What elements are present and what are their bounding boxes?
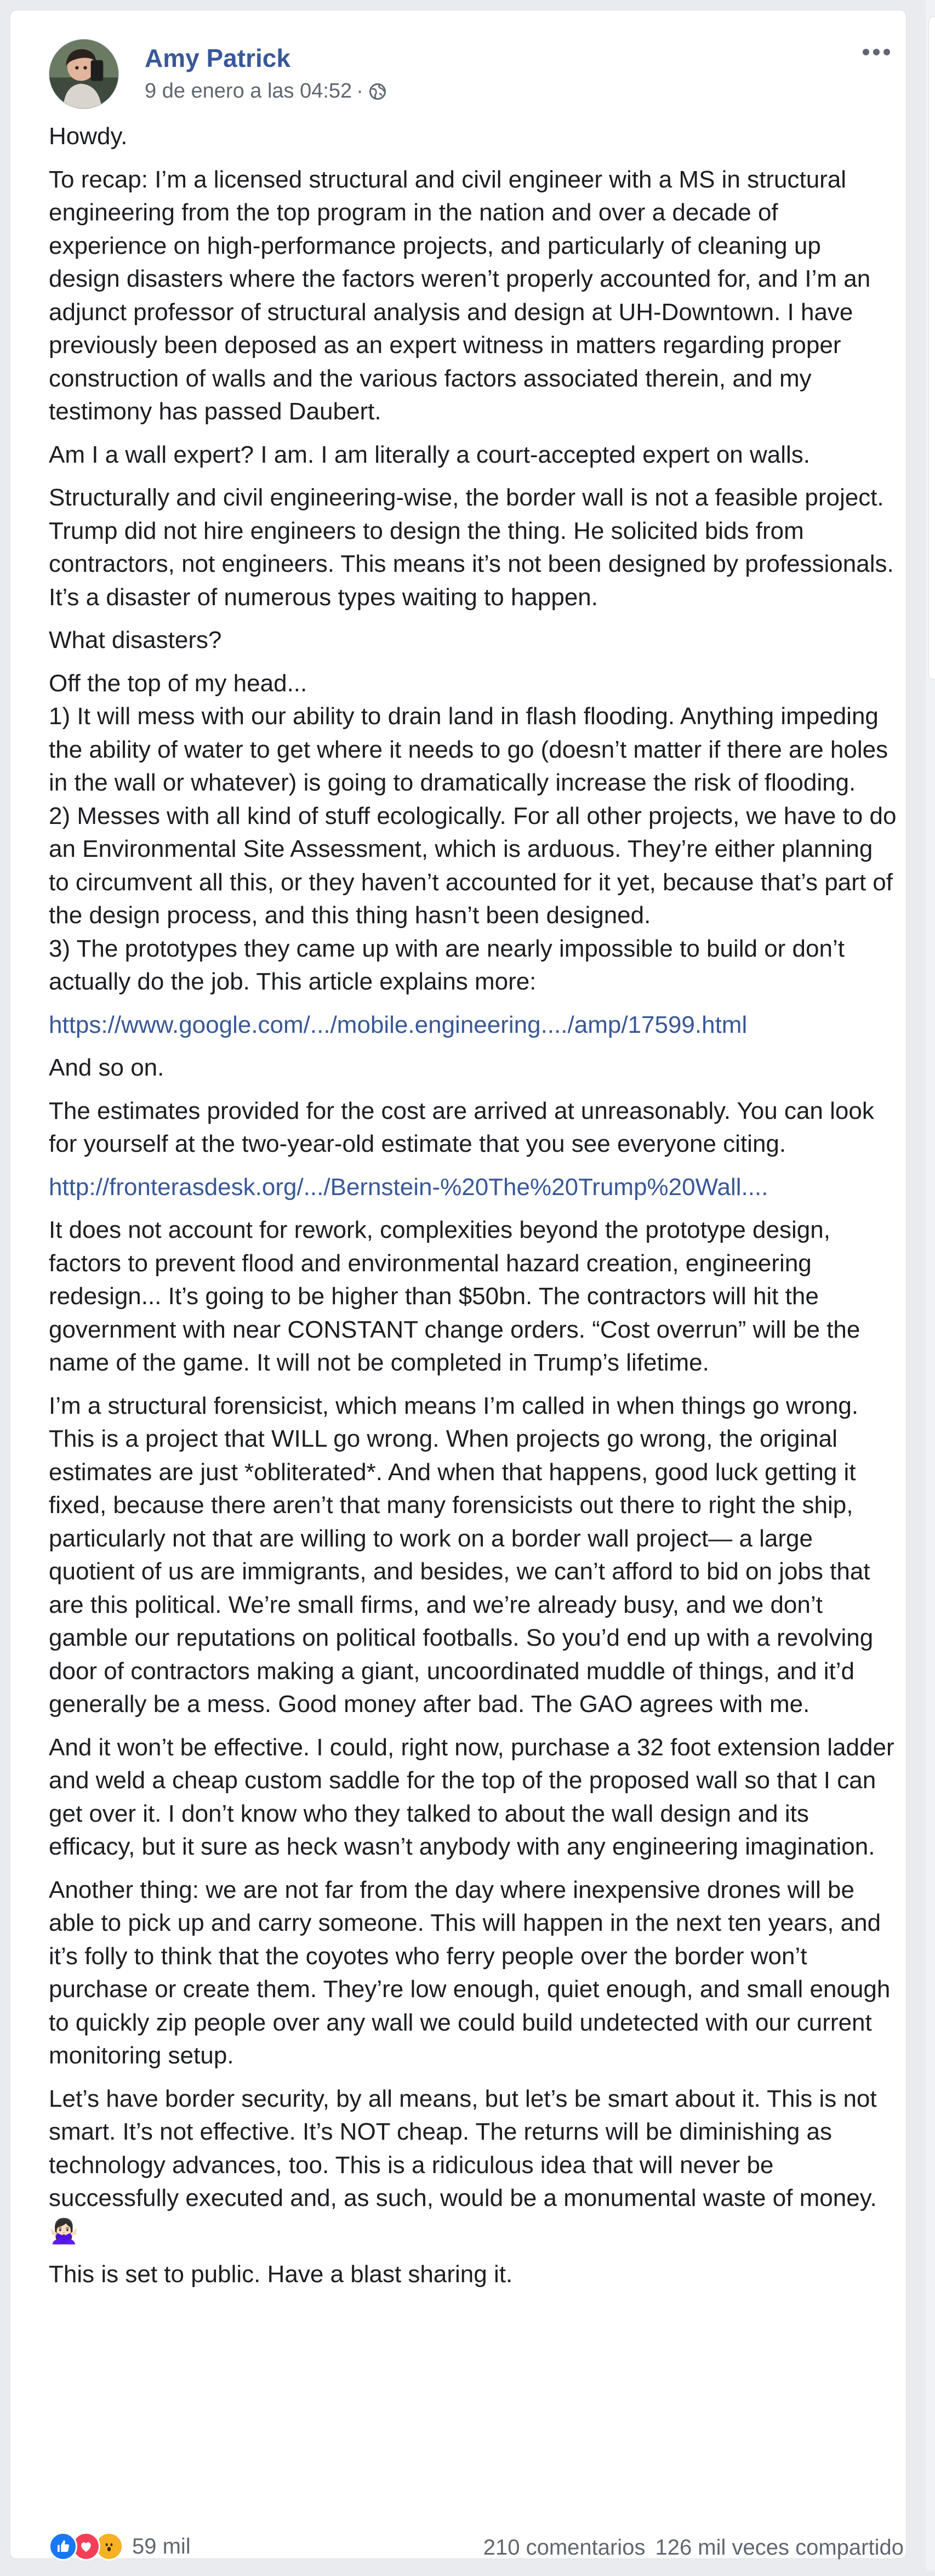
paragraph-drones: Another thing: we are not far from the day where inexpensive drones will be able to pick up and carry someone. This will happen in the next ten years, and it’s folly to think that the coyotes who ferry people over the border won’t purchase or create them. They’re low enough, quiet enough, and small enough to quickly zip people over any wall we could build undetected with our current monitoring setup. [49,1876,891,2069]
paragraph-recap: To recap: I’m a licensed structural and civil engineer with a MS in structural engineering from the top program in the nation and over a decade of experience on high-performance projects, and particularly of cleaning up design disasters where the factors weren’t properly accounted for, and I’m an adjunct professor of structural analysis and design at UH-Downtown. I have previously been deposed as an expert witness in matters regarding proper construction of walls and the various factors associated therein, and my testimony has passed Daubert. [49,166,871,425]
avatar-photo-icon [49,39,118,109]
list-item: 3) The prototypes they came up with are nearly impossible to build or don’t actually do the job. This article explains more: [49,935,845,995]
reaction-count: 59 mil [132,2534,191,2558]
post-footer [49,2532,904,2576]
paragraph-greeting: Howdy. [49,123,128,150]
estimate-link[interactable]: http://fronterasdesk.org/.../Bernstein-%20The%20Trump%20Wall.... [49,1173,768,1201]
article-link[interactable]: https://www.google.com/.../mobile.engineering..../amp/17599.html [49,1011,748,1038]
reactions-summary[interactable] [49,2532,191,2561]
like-icon [49,2532,77,2561]
list-item: 2) Messes with all kind of stuff ecologically. For all other projects, we have to do an Environmental Site Assessment, which is arduous. They’re either planning to circumvent all this, or they haven’t accounted for it yet, because that’s part of the design process, and this thing hasn’t been designed. [49,802,897,929]
paragraph-border-security: Let’s have border security, by all means, but let’s be smart about it. This is not smart. It’s not effective. It’s NOT cheap. The returns will be diminishing as technology advances, too. This is a ridiculous idea that will never be successfully executed and, as such, would be a monumental waste of money. 🙅🏻‍♀️ [49,2085,877,2245]
adjacent-card-edge [928,16,935,680]
paragraph-not-feasible: Structurally and civil engineering-wise, the border wall is not a feasible project. Trump did not hire engineers to design the thing. He solicited bids from contractors, not engineers. This means it’s not been designed by professionals. It’s a disaster of numerous types waiting to happen. [49,484,894,611]
paragraph-estimates: The estimates provided for the cost are arrived at unreasonably. You can look for yourself at the two-year-old estimate that you see everyone citing. [49,1097,874,1157]
post-header [49,32,871,115]
disaster-list [49,667,898,999]
paragraph-and-so-on: And so on. [49,1054,164,1081]
post-meta [145,79,387,103]
paragraph-rework: It does not account for rework, complexities beyond the prototype design, factors to prevent flood and environmental hazard creation, engineering redesign... It’s going to be higher than $50bn. The contractors will hit the government with near CONSTANT change orders. “Cost overrun” will be the name of the game. It will not be completed in Trump’s lifetime. [49,1216,860,1376]
comments-count-link[interactable]: 210 comentarios [483,2535,646,2560]
engagement-stats [483,2535,904,2560]
author-name-link[interactable]: Amy Patrick [145,44,290,72]
post-body [49,120,898,2301]
avatar[interactable] [49,39,119,109]
paragraph-not-effective: And it won’t be effective. I could, right now, purchase a 32 foot extension ladder and weld a cheap custom saddle for the top of the proposed wall so that I can get over it. I don’t know who they talked to about the wall design and its efficacy, but it sure as heck wasn’t anybody with any engineering imagination. [49,1733,894,1860]
paragraph-what-disasters: What disasters? [49,627,222,653]
more-options-icon[interactable] [854,41,898,63]
post-timestamp[interactable]: 9 de enero a las 04:52 [145,79,352,103]
globe-icon[interactable] [368,82,387,101]
post-card [10,10,907,2559]
shares-count-link[interactable]: 126 mil veces compartido [655,2535,904,2560]
paragraph-forensicist: I’m a structural forensicist, which means I’m called in when things go wrong. This is a project that WILL go wrong. When projects go wrong, the original estimates are just *obliterated*. And when that happens, good luck getting it fixed, because there aren’t that many forensicists out there to right the ship, particularly not that are willing to work on a border wall project— a large quotient of us are immigrants, and besides, we can’t afford to bid on jobs that are this political. We’re small firms, and we’re already busy, and we don’t gamble our reputations on political footballs. So you’d end up with a revolving door of contractors making a giant, uncoordinated muddle of things, and it’d generally be a mess. Good money after bad. The GAO agrees with me. [49,1392,874,1718]
meta-separator: · [356,79,363,103]
list-intro: Off the top of my head... [49,669,307,697]
paragraph-public: This is set to public. Have a blast sharing it. [49,2261,513,2288]
list-item: 1) It will mess with our ability to drain land in flash flooding. Anything impeding the ability of water to get where it needs to go (doesn’t matter if there are holes in the wall or whatever) is going to dramatically increase the risk of flooding. [49,703,888,796]
paragraph-wall-expert: Am I a wall expert? I am. I am literally a court-accepted expert on walls. [49,441,811,468]
